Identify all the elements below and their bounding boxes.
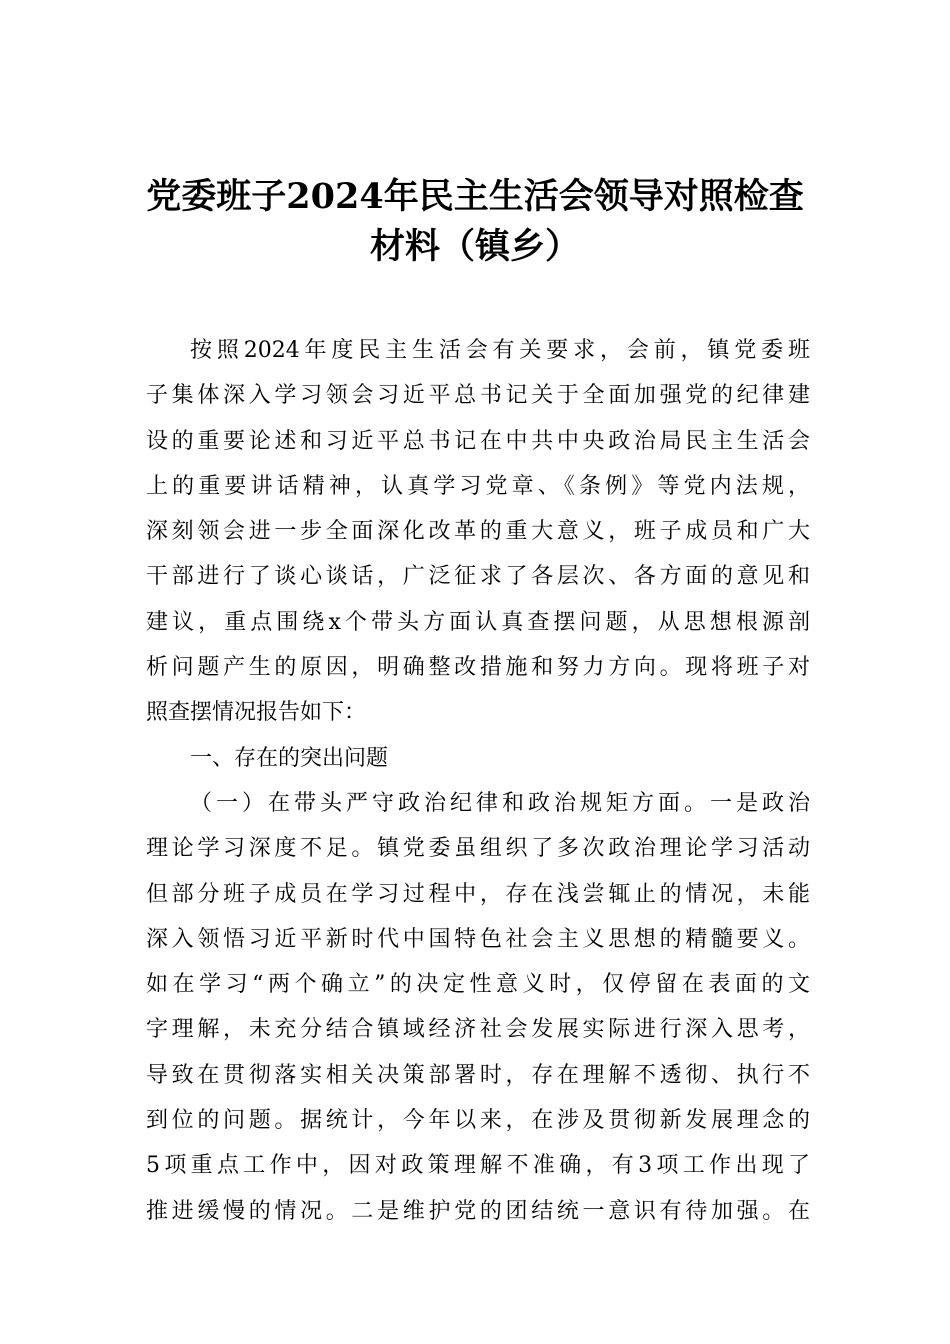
section-paragraph-line: 但部分班子成员在学习过程中，存在浅尝辄止的情况，未能: [146, 881, 810, 907]
intro-paragraph-line: 照查摆情况报告如下：: [146, 700, 367, 726]
section-paragraph-line: 字理解，未充分结合镇域经济社会发展实际进行深入思考，: [146, 1017, 810, 1043]
intro-paragraph-line: 析问题产生的原因，明确整改措施和努力方向。现将班子对: [146, 655, 810, 681]
document-title-line-2: 材料（镇乡）: [369, 226, 580, 267]
section-paragraph-line: 到位的问题。据统计，今年以来，在涉及贯彻新发展理念的: [146, 1108, 810, 1134]
intro-paragraph-line: 建议，重点围绕x个带头方面认真查摆问题，从思想根源剖: [146, 609, 810, 635]
section-heading: 一、存在的突出问题: [190, 745, 389, 771]
section-paragraph-line: （一）在带头严守政治纪律和政治规矩方面。一是政治: [190, 790, 810, 816]
intro-paragraph-line: 按照2024年度民主生活会有关要求，会前，镇党委班: [190, 338, 810, 363]
document-title-line-1: 党委班子2024年民主生活会领导对照检查: [146, 176, 804, 217]
intro-paragraph-line: 子集体深入学习领会习近平总书记关于全面加强党的纪律建: [146, 383, 810, 409]
intro-paragraph-line: 干部进行了谈心谈话，广泛征求了各层次、各方面的意见和: [146, 564, 810, 590]
document-body: [146, 328, 810, 1234]
section-paragraph-line: 推进缓慢的情况。二是维护党的团结统一意识有待加强。在: [146, 1198, 810, 1224]
section-paragraph-line: 导致在贯彻落实相关决策部署时，存在理解不透彻、执行不: [146, 1062, 810, 1088]
intro-paragraph-line: 上的重要讲话精神，认真学习党章、《条例》等党内法规，: [146, 473, 810, 499]
section-paragraph-line: 如在学习“两个确立”的决定性意义时，仅停留在表面的文: [146, 972, 810, 998]
intro-paragraph-line: 深刻领会进一步全面深化改革的重大意义，班子成员和广大: [146, 519, 810, 545]
intro-paragraph-line: 设的重要论述和习近平总书记在中共中央政治局民主生活会: [146, 428, 810, 454]
section-paragraph-line: 5项重点工作中，因对政策理解不准确，有3项工作出现了: [146, 1153, 810, 1179]
section-paragraph-line: 理论学习深度不足。镇党委虽组织了多次政治理论学习活动: [146, 836, 810, 862]
section-paragraph-line: 深入领悟习近平新时代中国特色社会主义思想的精髓要义。: [146, 926, 810, 952]
